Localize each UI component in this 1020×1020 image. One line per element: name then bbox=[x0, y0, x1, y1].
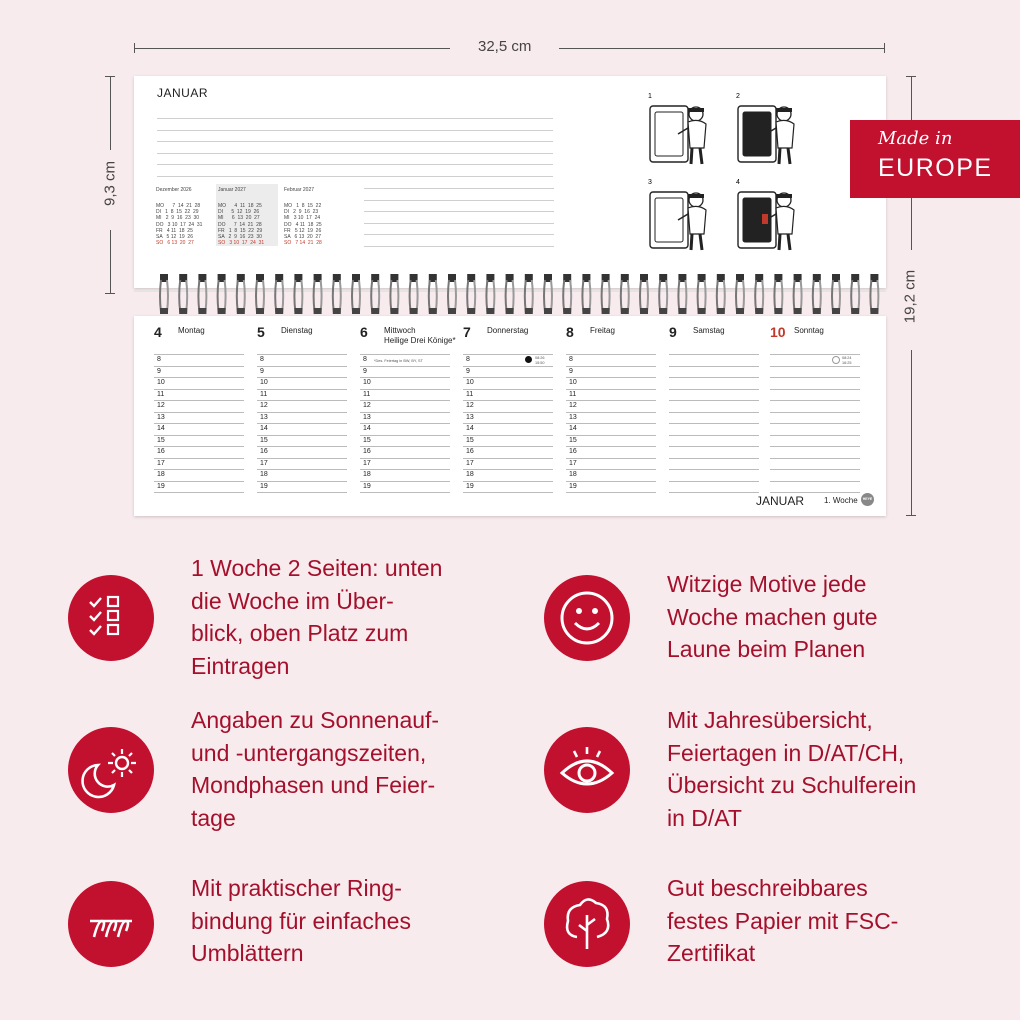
mini-calendar-row: MO 4 11 18 25 bbox=[218, 203, 262, 209]
feature-text: Witzige Motive jede Woche machen gute Laune beim Planen bbox=[667, 571, 878, 662]
hour-label: 8 bbox=[569, 356, 573, 363]
hour-label: 19 bbox=[157, 482, 165, 490]
hour-line bbox=[360, 469, 450, 470]
binding-ring bbox=[256, 274, 264, 314]
hour-label: 17 bbox=[260, 459, 268, 467]
hour-line bbox=[154, 412, 244, 413]
hour-label: 9 bbox=[260, 367, 264, 375]
hour-label: 15 bbox=[569, 436, 577, 444]
hour-line bbox=[360, 481, 450, 482]
note-line bbox=[364, 200, 554, 201]
binding-ring bbox=[486, 274, 494, 314]
hour-label: 14 bbox=[260, 425, 268, 432]
day-name: Freitag bbox=[590, 326, 615, 335]
publisher-logo: HEYE bbox=[861, 493, 874, 506]
hour-label: 10 bbox=[466, 379, 474, 386]
hour-line bbox=[770, 423, 860, 424]
note-line bbox=[157, 176, 553, 177]
binding-ring bbox=[832, 274, 840, 314]
comic-panel bbox=[644, 88, 726, 172]
hour-label: 15 bbox=[466, 436, 474, 444]
hour-line bbox=[257, 354, 347, 355]
hour-line bbox=[257, 469, 347, 470]
hour-line bbox=[463, 389, 553, 390]
mini-calendar-row: DI 5 12 19 26 bbox=[218, 209, 260, 216]
hour-label: 18 bbox=[363, 471, 371, 478]
hour-label: 9 bbox=[363, 367, 367, 375]
day-number: 8 bbox=[566, 324, 574, 340]
day-number: 5 bbox=[257, 324, 265, 340]
hour-line bbox=[257, 377, 347, 378]
hour-line bbox=[154, 469, 244, 470]
hour-label: 16 bbox=[466, 448, 474, 455]
hour-label: 11 bbox=[260, 390, 268, 398]
hour-line bbox=[669, 377, 759, 378]
hour-line bbox=[463, 412, 553, 413]
hour-line bbox=[257, 366, 347, 367]
hour-line bbox=[463, 377, 553, 378]
hour-line bbox=[463, 481, 553, 482]
comic-panel-number: 3 bbox=[648, 179, 652, 186]
feature-icon-circle bbox=[544, 881, 630, 967]
mini-calendar-row: MO 7 14 21 28 bbox=[156, 203, 201, 209]
mini-calendar-row: DO 4 11 18 25 bbox=[284, 221, 322, 228]
hour-label: 19 bbox=[260, 482, 268, 490]
calendar-top-page bbox=[134, 76, 886, 288]
sun-icon bbox=[832, 356, 840, 364]
top-month-title: JANUAR bbox=[157, 86, 209, 100]
hour-label: 8 bbox=[466, 356, 470, 363]
holiday-note: *Des. Feiertag in BW, BY, ST bbox=[374, 359, 423, 363]
hour-line bbox=[463, 423, 553, 424]
mini-calendar-title: Januar 2027 bbox=[218, 187, 246, 193]
binding-ring bbox=[352, 274, 360, 314]
hour-line bbox=[154, 423, 244, 424]
hour-label: 12 bbox=[466, 402, 474, 409]
binding-ring bbox=[467, 274, 475, 314]
width-dim-tick-right bbox=[884, 43, 885, 53]
hour-line bbox=[257, 458, 347, 459]
note-line bbox=[157, 153, 553, 154]
hour-label: 11 bbox=[363, 390, 371, 398]
binding-ring bbox=[275, 274, 283, 314]
hour-line bbox=[566, 412, 656, 413]
hour-line bbox=[669, 366, 759, 367]
mini-calendar-row: MI 6 13 20 27 bbox=[218, 215, 260, 222]
binding-ring bbox=[621, 274, 629, 314]
binding-ring bbox=[160, 274, 168, 314]
hour-line bbox=[566, 469, 656, 470]
hour-label: 10 bbox=[260, 379, 268, 386]
binding-ring bbox=[851, 274, 859, 314]
week-label: 1. Woche bbox=[824, 496, 858, 505]
note-line bbox=[157, 141, 553, 142]
day-name: Dienstag bbox=[281, 326, 313, 335]
width-dim-tick-left bbox=[134, 43, 135, 53]
hour-label: 13 bbox=[569, 413, 577, 421]
hour-label: 12 bbox=[260, 402, 268, 409]
binding-ring bbox=[448, 274, 456, 314]
mini-calendar-row: MI 3 10 17 24 bbox=[284, 215, 321, 222]
ring-binding-icon bbox=[68, 881, 154, 967]
hour-line bbox=[360, 492, 450, 493]
hour-line bbox=[566, 446, 656, 447]
binding-ring bbox=[640, 274, 648, 314]
hour-line bbox=[257, 423, 347, 424]
day-name: Sonntag bbox=[794, 326, 824, 335]
hour-line bbox=[770, 492, 860, 493]
day-name: Montag bbox=[178, 326, 205, 335]
mini-calendar-row: DI 1 8 15 22 29 bbox=[156, 209, 199, 216]
comic-panel bbox=[732, 174, 814, 258]
binding-ring bbox=[506, 274, 514, 314]
hour-line bbox=[566, 492, 656, 493]
binding-ring bbox=[870, 274, 878, 314]
note-line bbox=[364, 188, 554, 189]
hour-label: 10 bbox=[157, 379, 165, 386]
hour-label: 8 bbox=[363, 356, 367, 363]
total-height-tick-top bbox=[906, 76, 916, 77]
mini-calendar-row: SO 3 10 17 24 31 bbox=[218, 240, 265, 247]
top-height-dimension-label: 9,3 cm bbox=[101, 161, 119, 207]
mini-calendar-title: Dezember 2026 bbox=[156, 187, 192, 193]
hour-label: 18 bbox=[260, 471, 268, 478]
hour-line bbox=[257, 481, 347, 482]
binding-ring bbox=[314, 274, 322, 314]
hour-line bbox=[360, 389, 450, 390]
bottom-month-title: JANUAR bbox=[756, 494, 805, 508]
hour-line bbox=[360, 423, 450, 424]
hour-label: 14 bbox=[466, 425, 474, 432]
hour-line bbox=[669, 412, 759, 413]
hour-line bbox=[669, 400, 759, 401]
hour-label: 17 bbox=[466, 459, 474, 467]
hour-label: 19 bbox=[466, 482, 474, 490]
day-number: 6 bbox=[360, 324, 368, 340]
feature-icon-circle bbox=[544, 575, 630, 661]
binding-ring bbox=[371, 274, 379, 314]
hour-line bbox=[257, 412, 347, 413]
feature-text: Gut beschreibbares festes Papier mit FSC- Zertifikat bbox=[667, 875, 899, 966]
mini-calendar-row: DO 3 10 17 24 31 bbox=[156, 221, 203, 228]
hour-line bbox=[257, 492, 347, 493]
hour-line bbox=[566, 354, 656, 355]
note-line bbox=[157, 164, 553, 165]
hour-label: 17 bbox=[569, 459, 577, 467]
hour-line bbox=[770, 354, 860, 355]
hour-label: 15 bbox=[363, 436, 371, 444]
checklist-icon bbox=[68, 575, 154, 661]
tree-icon bbox=[544, 881, 630, 967]
hour-line bbox=[360, 412, 450, 413]
hour-line bbox=[154, 377, 244, 378]
hour-line bbox=[463, 400, 553, 401]
hour-line bbox=[463, 446, 553, 447]
mini-calendar-row: DO 7 14 21 28 bbox=[218, 221, 262, 228]
hour-line bbox=[154, 366, 244, 367]
total-height-dimension-label: 19,2 cm bbox=[901, 269, 919, 324]
mini-calendar-row: SA 6 13 20 27 bbox=[284, 234, 321, 240]
hour-line bbox=[257, 400, 347, 401]
binding-ring bbox=[659, 274, 667, 314]
binding-ring bbox=[294, 274, 302, 314]
binding-ring bbox=[198, 274, 206, 314]
mini-calendar-row: SA 2 9 16 23 30 bbox=[218, 234, 262, 240]
hour-line bbox=[770, 377, 860, 378]
binding-ring bbox=[678, 274, 686, 314]
note-line bbox=[157, 130, 553, 131]
hour-line bbox=[360, 446, 450, 447]
day-number: 4 bbox=[154, 324, 162, 340]
binding-ring bbox=[179, 274, 187, 314]
hour-label: 11 bbox=[157, 390, 165, 398]
hour-label: 11 bbox=[569, 390, 577, 398]
hour-label: 12 bbox=[363, 402, 371, 409]
hour-line bbox=[770, 435, 860, 436]
hour-line bbox=[566, 389, 656, 390]
day-name: Mittwoch bbox=[384, 326, 416, 335]
comic-panel bbox=[644, 174, 726, 258]
hour-line bbox=[463, 354, 553, 355]
hour-line bbox=[463, 492, 553, 493]
hour-line bbox=[566, 400, 656, 401]
comic-panel-number: 1 bbox=[648, 93, 652, 100]
hour-line bbox=[257, 446, 347, 447]
hour-label: 13 bbox=[363, 413, 371, 421]
mini-calendar-row: SA 5 12 19 26 bbox=[156, 234, 193, 240]
hour-line bbox=[669, 492, 759, 493]
feature-icon-circle bbox=[544, 727, 630, 813]
mini-calendar-title: Februar 2027 bbox=[284, 187, 315, 193]
holiday-name: Heilige Drei Könige* bbox=[384, 336, 456, 345]
hour-label: 19 bbox=[363, 482, 371, 490]
hour-label: 15 bbox=[157, 436, 165, 444]
hour-line bbox=[154, 389, 244, 390]
hour-line bbox=[669, 469, 759, 470]
hour-label: 13 bbox=[260, 413, 268, 421]
hour-line bbox=[257, 389, 347, 390]
day-number: 7 bbox=[463, 324, 471, 340]
hour-line bbox=[669, 446, 759, 447]
mini-calendar-row: SO 6 13 20 27 bbox=[156, 240, 194, 247]
note-line bbox=[157, 118, 553, 119]
hour-line bbox=[154, 435, 244, 436]
hour-label: 17 bbox=[157, 459, 165, 467]
binding-ring bbox=[602, 274, 610, 314]
note-line bbox=[364, 246, 554, 247]
width-dimension-label: 32,5 cm bbox=[450, 38, 559, 55]
feature-text: 1 Woche 2 Seiten: unten die Woche im Über- blick, oben Platz zum Eintragen bbox=[191, 555, 443, 679]
hour-label: 16 bbox=[569, 448, 577, 455]
comic-panel-number: 2 bbox=[736, 93, 740, 100]
calendar-bottom-page bbox=[134, 316, 886, 516]
hour-line bbox=[770, 481, 860, 482]
hour-label: 18 bbox=[466, 471, 474, 478]
binding-ring bbox=[218, 274, 226, 314]
binding-ring bbox=[774, 274, 782, 314]
hour-label: 16 bbox=[260, 448, 268, 455]
feature-text: Angaben zu Sonnenauf- und -untergangszeiten, Mondphasen und Feier- tage bbox=[191, 707, 440, 831]
hour-line bbox=[770, 366, 860, 367]
hour-label: 9 bbox=[466, 367, 470, 375]
hour-line bbox=[154, 492, 244, 493]
top-height-tick-top bbox=[105, 76, 115, 77]
hour-line bbox=[566, 435, 656, 436]
note-line bbox=[364, 234, 554, 235]
binding-ring bbox=[525, 274, 533, 314]
hour-line bbox=[770, 389, 860, 390]
hour-line bbox=[154, 446, 244, 447]
day-number: 9 bbox=[669, 324, 677, 340]
hour-label: 14 bbox=[569, 425, 577, 432]
hour-line bbox=[770, 458, 860, 459]
hour-label: 16 bbox=[363, 448, 371, 455]
binding-ring bbox=[755, 274, 763, 314]
hour-line bbox=[566, 377, 656, 378]
hour-line bbox=[770, 446, 860, 447]
note-line bbox=[364, 211, 554, 212]
mini-calendar-row: SO 7 14 21 28 bbox=[284, 240, 322, 247]
sun-times: 08:24 16:25 bbox=[842, 356, 852, 365]
top-height-tick-bottom bbox=[105, 293, 115, 294]
day-name: Samstag bbox=[693, 326, 725, 335]
hour-label: 10 bbox=[363, 379, 371, 386]
binding-ring bbox=[582, 274, 590, 314]
hour-line bbox=[154, 354, 244, 355]
hour-label: 17 bbox=[363, 459, 371, 467]
hour-label: 10 bbox=[569, 379, 577, 386]
binding-ring bbox=[390, 274, 398, 314]
hour-label: 11 bbox=[466, 390, 474, 398]
binding-ring bbox=[237, 274, 245, 314]
hour-label: 16 bbox=[157, 448, 165, 455]
smiley-icon bbox=[544, 575, 630, 661]
hour-line bbox=[566, 458, 656, 459]
moon-sun-icon bbox=[68, 727, 154, 813]
mini-calendar-row: FR 4 11 18 25 bbox=[156, 227, 193, 234]
hour-label: 15 bbox=[260, 436, 268, 444]
hour-line bbox=[360, 458, 450, 459]
hour-label: 14 bbox=[157, 425, 165, 432]
feature-icon-circle bbox=[68, 881, 154, 967]
hour-line bbox=[669, 389, 759, 390]
hour-line bbox=[463, 435, 553, 436]
mini-calendar-row: MO 1 8 15 22 bbox=[284, 203, 322, 209]
hour-line bbox=[669, 354, 759, 355]
hour-line bbox=[463, 458, 553, 459]
feature-icon-circle bbox=[68, 727, 154, 813]
feature-text: Mit Jahresübersicht, Feiertagen in D/AT/CH, Übersicht zu Schulferein in D/AT bbox=[667, 707, 917, 831]
hour-label: 13 bbox=[157, 413, 165, 421]
binding-ring bbox=[698, 274, 706, 314]
made-in-europe-badge bbox=[850, 120, 1020, 198]
hour-label: 14 bbox=[363, 425, 371, 432]
hour-line bbox=[360, 366, 450, 367]
hour-label: 9 bbox=[569, 367, 573, 375]
hour-line bbox=[360, 400, 450, 401]
binding-ring bbox=[736, 274, 744, 314]
new-moon-icon bbox=[525, 356, 532, 363]
binding-ring bbox=[333, 274, 341, 314]
badge-line2: EUROPE bbox=[878, 154, 993, 182]
hour-line bbox=[770, 400, 860, 401]
mini-calendar-row: FR 5 12 19 26 bbox=[284, 227, 322, 234]
hour-label: 18 bbox=[157, 471, 165, 478]
binding-ring bbox=[429, 274, 437, 314]
hour-line bbox=[669, 435, 759, 436]
hour-line bbox=[669, 458, 759, 459]
day-number: 10 bbox=[770, 324, 786, 340]
hour-label: 8 bbox=[260, 356, 264, 363]
hour-label: 19 bbox=[569, 482, 577, 490]
hour-line bbox=[463, 469, 553, 470]
hour-line bbox=[566, 423, 656, 424]
hour-line bbox=[154, 458, 244, 459]
ring-binding bbox=[134, 272, 886, 320]
sun-times: 08:26 15:50 bbox=[535, 356, 545, 365]
hour-label: 13 bbox=[466, 413, 474, 421]
hour-line bbox=[154, 400, 244, 401]
eye-icon bbox=[544, 727, 630, 813]
hour-label: 9 bbox=[157, 367, 161, 375]
binding-ring bbox=[813, 274, 821, 314]
hour-label: 8 bbox=[157, 356, 161, 363]
hour-line bbox=[154, 481, 244, 482]
binding-ring bbox=[717, 274, 725, 314]
note-line bbox=[364, 223, 554, 224]
hour-line bbox=[669, 481, 759, 482]
comic-panel-number: 4 bbox=[736, 179, 740, 186]
binding-ring bbox=[544, 274, 552, 314]
hour-line bbox=[360, 435, 450, 436]
total-height-tick-bottom bbox=[906, 515, 916, 516]
hour-line bbox=[566, 481, 656, 482]
hour-line bbox=[257, 435, 347, 436]
hour-line bbox=[669, 423, 759, 424]
binding-ring bbox=[794, 274, 802, 314]
binding-ring bbox=[410, 274, 418, 314]
mini-calendar-row: DI 2 9 16 23 bbox=[284, 209, 319, 216]
mini-calendar-row: FR 1 8 15 22 29 bbox=[218, 227, 263, 234]
feature-text: Mit praktischer Ring- bindung für einfaches Umblättern bbox=[191, 875, 411, 966]
feature-icon-circle bbox=[68, 575, 154, 661]
hour-line bbox=[566, 366, 656, 367]
hour-label: 18 bbox=[569, 471, 577, 478]
hour-line bbox=[770, 469, 860, 470]
comic-panel bbox=[732, 88, 814, 172]
hour-line bbox=[463, 366, 553, 367]
hour-line bbox=[360, 354, 450, 355]
hour-label: 12 bbox=[569, 402, 577, 409]
mini-calendar-row: MI 2 9 16 23 30 bbox=[156, 215, 200, 222]
hour-label: 12 bbox=[157, 402, 165, 409]
day-name: Donnerstag bbox=[487, 326, 529, 335]
hour-line bbox=[770, 412, 860, 413]
badge-line1: Made in bbox=[878, 128, 953, 149]
binding-ring bbox=[563, 274, 571, 314]
hour-line bbox=[360, 377, 450, 378]
